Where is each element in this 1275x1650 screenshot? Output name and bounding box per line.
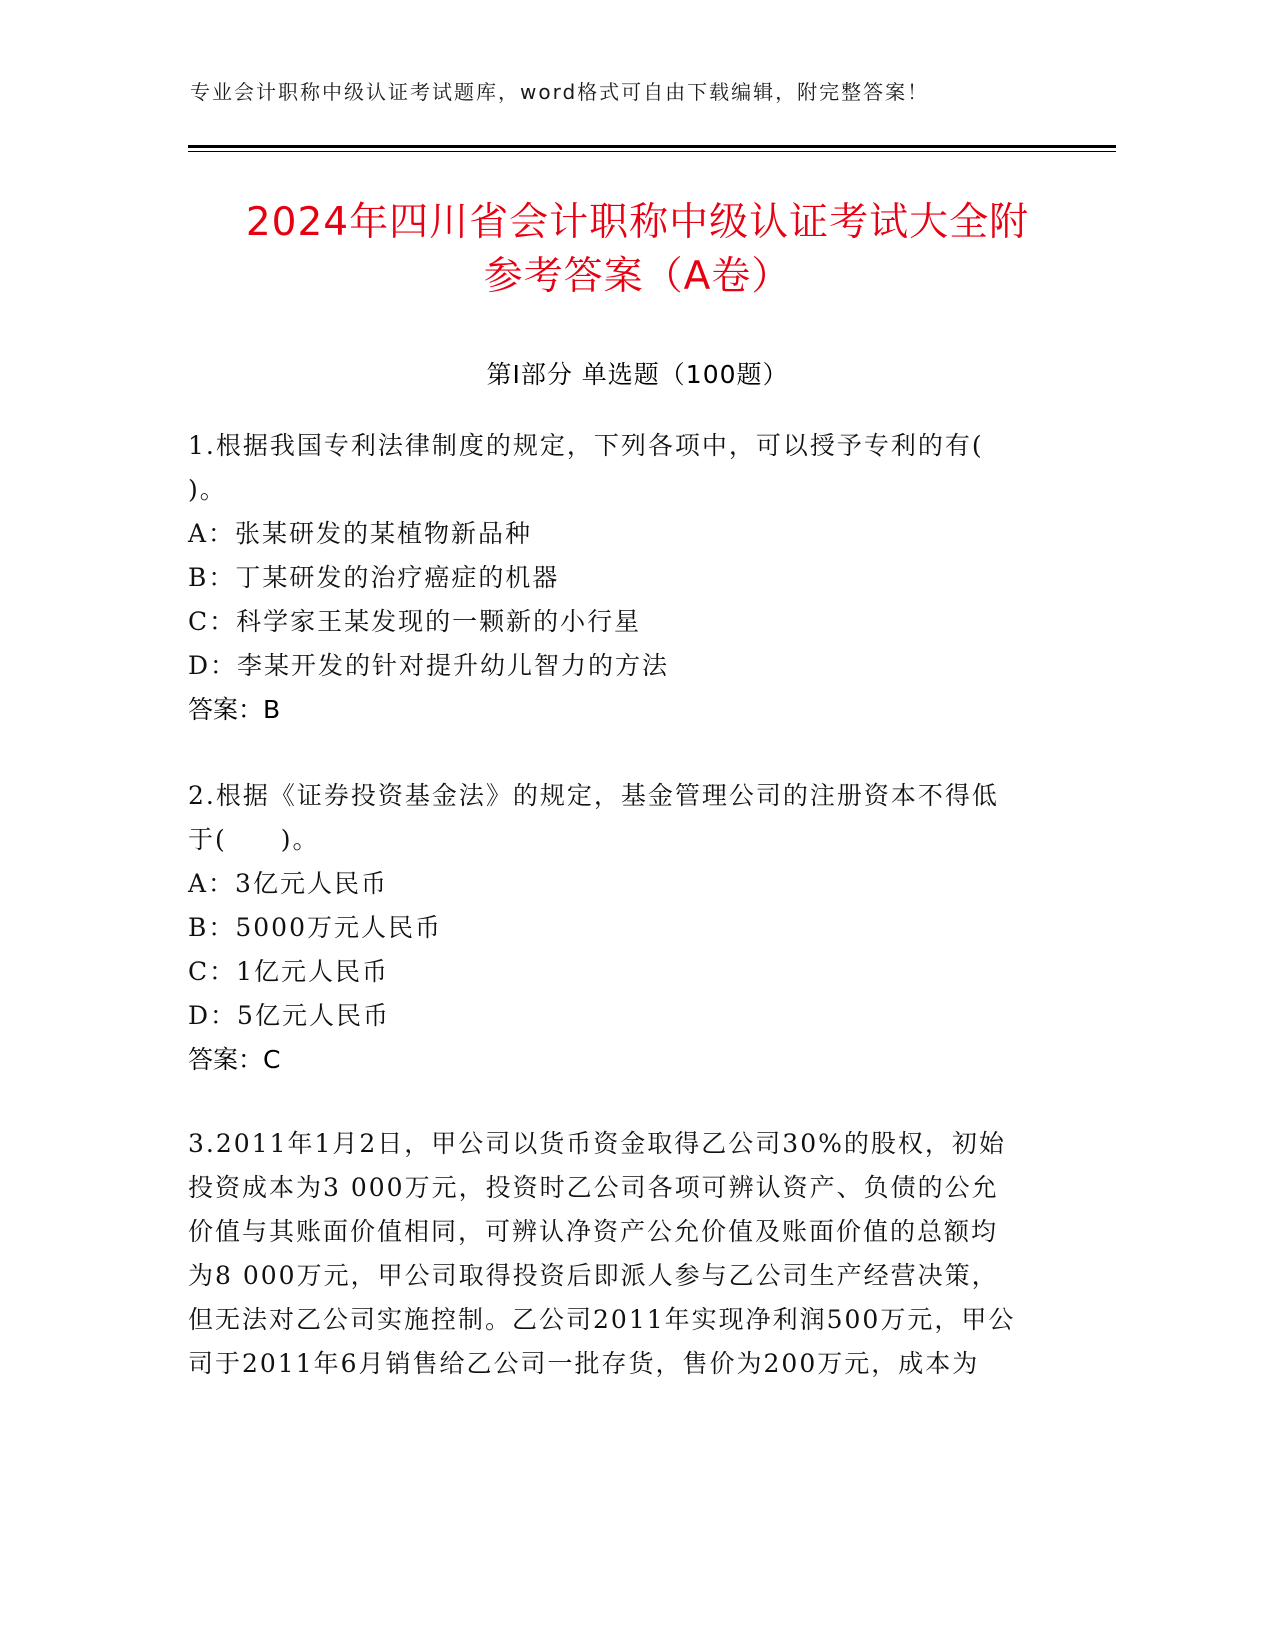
question-stem-line: 司于2011年6月销售给乙公司一批存货，售价为200万元，成本为 <box>188 1349 980 1378</box>
option-d: D：5亿元人民币 <box>188 1001 390 1030</box>
option-a: A：3亿元人民币 <box>188 869 388 898</box>
section-title: 第Ⅰ部分 单选题（100题） <box>486 360 789 389</box>
question-stem-line: 价值与其账面价值相同，可辨认净资产公允价值及账面价值的总额均 <box>188 1217 999 1246</box>
question-stem-line: 3.2011年1月2日，甲公司以货币资金取得乙公司30%的股权，初始 <box>188 1129 1006 1158</box>
option-c: C：科学家王某发现的一颗新的小行星 <box>188 607 642 636</box>
option-c: C：1亿元人民币 <box>188 957 390 986</box>
header-note: 专业会计职称中级认证考试题库，word格式可自由下载编辑，附完整答案！ <box>190 80 930 104</box>
question-stem-line: 投资成本为3 000万元，投资时乙公司各项可辨认资产、负债的公允 <box>188 1173 999 1202</box>
question-stem-line: 为8 000万元，甲公司取得投资后即派人参与乙公司生产经营决策， <box>188 1261 999 1290</box>
option-b: B：丁某研发的治疗癌症的机器 <box>188 563 560 592</box>
question-stem-line: 2.根据《证券投资基金法》的规定，基金管理公司的注册资本不得低 <box>188 781 999 810</box>
document-title-line-2: 参考答案（A卷） <box>483 254 792 299</box>
question-stem-line: )。 <box>188 475 227 504</box>
header-rule-thin <box>188 151 1116 152</box>
option-a: A：张某研发的某植物新品种 <box>188 519 533 548</box>
option-d: D：李某开发的针对提升幼儿智力的方法 <box>188 651 670 680</box>
question-stem-line: 于( )。 <box>188 825 320 854</box>
answer-label: 答案：C <box>188 1045 281 1074</box>
question-stem-line: 1.根据我国专利法律制度的规定，下列各项中，可以授予专利的有( <box>188 431 984 460</box>
header-rule-thick <box>188 145 1116 148</box>
question-stem-line: 但无法对乙公司实施控制。乙公司2011年实现净利润500万元，甲公 <box>188 1305 1016 1334</box>
document-title <box>160 196 1115 304</box>
document-title-line-1: 2024年四川省会计职称中级认证考试大全附 <box>245 200 1030 245</box>
option-b: B：5000万元人民币 <box>188 913 442 942</box>
answer-label: 答案：B <box>188 695 281 724</box>
